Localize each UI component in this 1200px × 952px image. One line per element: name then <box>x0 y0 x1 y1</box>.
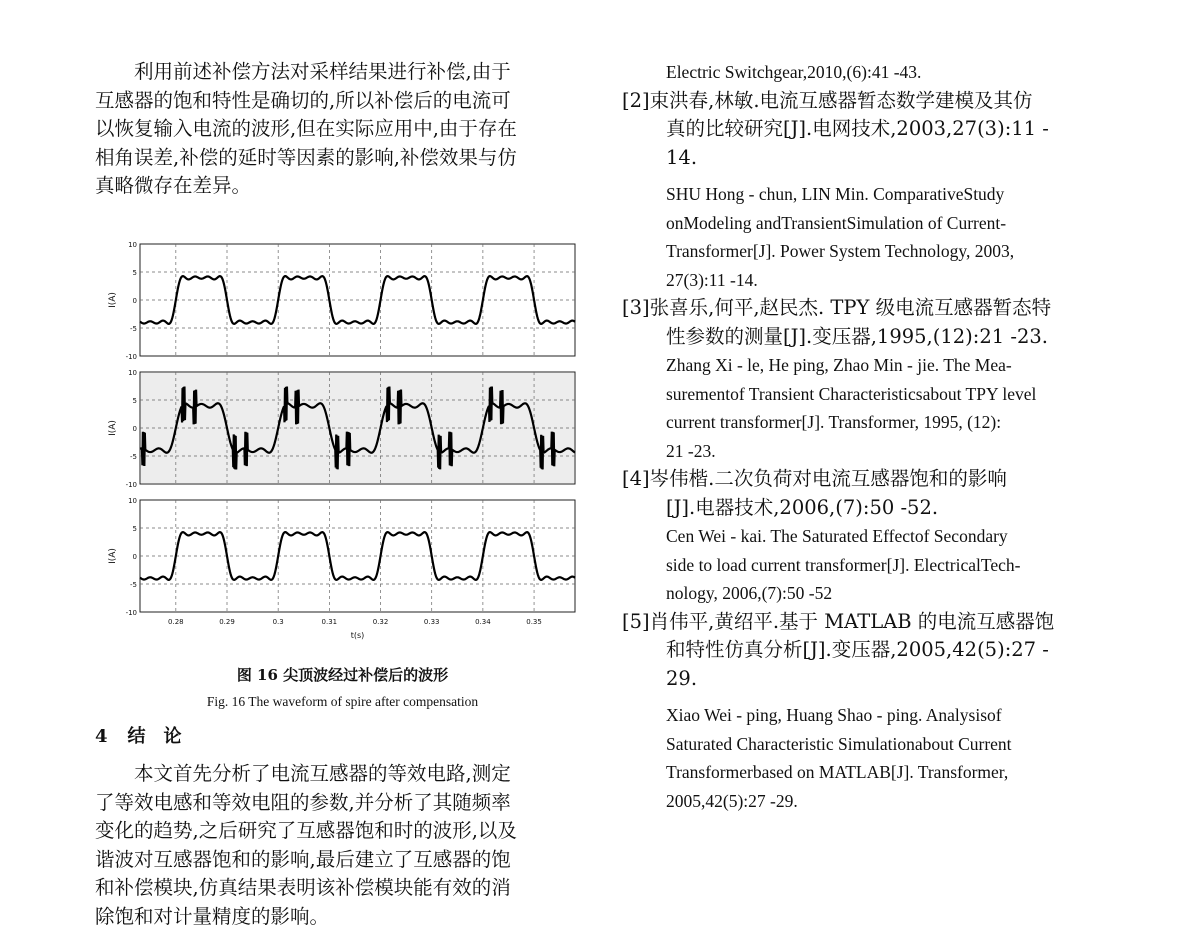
reference-line: side to load current transformer[J]. ElectricalTech- <box>666 554 1021 575</box>
text-line: 谐波对互感器饱和的影响,最后建立了互感器的饱 <box>95 847 511 871</box>
y-tick-label: -5 <box>130 325 137 333</box>
y-tick-label: -5 <box>130 581 137 589</box>
reference-line: 29. <box>666 666 698 690</box>
figure-caption-en: Fig. 16 The waveform of spire after compensation <box>206 694 479 709</box>
text-line: 以恢复输入电流的波形,但在实际应用中,由于存在 <box>95 117 517 140</box>
reference-line: 2005,42(5):27 -29. <box>666 790 798 811</box>
reference-line: Cen Wei - kai. The Saturated Effectof Secondary <box>666 526 1008 546</box>
reference-line: current transformer[J]. Transformer, 1995, (12): <box>666 412 1002 432</box>
text-line: 本文首先分析了电流互感器的等效电路,测定 <box>134 762 511 785</box>
x-tick-label: 0.29 <box>219 618 235 626</box>
x-tick-label: 0.28 <box>168 618 184 626</box>
text-line: 利用前述补偿方法对采样结果进行补偿,由于 <box>134 60 511 83</box>
reference-line: onModeling andTransientSimulation of Current- <box>666 212 1007 233</box>
reference-line: Saturated Characteristic Simulationabout Current <box>666 733 1012 754</box>
y-tick-label: 10 <box>128 369 137 377</box>
y-tick-label: 5 <box>132 525 137 533</box>
figure-16 <box>95 232 590 646</box>
reference-line: Xiao Wei - ping, Huang Shao - ping. Analysisof <box>666 705 1002 725</box>
x-tick-label: 0.3 <box>272 618 284 626</box>
y-tick-label: -10 <box>125 481 137 489</box>
y-axis-label: I(A) <box>108 548 118 564</box>
text-line: 了等效电感和等效电阻的参数,并分析了其随频率 <box>95 790 511 814</box>
reference-line: Transformer[J]. Power System Technology, 2003, <box>666 241 1015 261</box>
reference-line: 14. <box>666 145 698 169</box>
text-line: 相角误差,补偿的延时等因素的影响,补偿效果与仿 <box>95 145 517 169</box>
reference-5: [5]肖伟平,黄绍平.基于 MATLAB 的电流互感器饱 <box>622 609 1055 633</box>
reference-3: [3]张喜乐,何平,赵民杰. TPY 级电流互感器暂态特 <box>622 296 1052 319</box>
section-heading <box>95 722 182 748</box>
y-tick-label: 5 <box>132 397 137 405</box>
text-line: 和补偿模块,仿真结果表明该补偿模块能有效的消 <box>95 876 511 899</box>
text-line: 互感器的饱和特性是确切的,所以补偿后的电流可 <box>95 88 511 112</box>
paragraph-intro <box>95 58 590 201</box>
x-tick-label: 0.33 <box>423 618 440 626</box>
x-axis-label: t(s) <box>350 631 365 640</box>
figure-caption-cn: 图 16 尖顶波经过补偿后的波形 <box>236 666 449 684</box>
reference-line: Transformerbased on MATLAB[J]. Transformer, <box>666 762 1009 782</box>
x-tick-label: 0.31 <box>321 618 338 626</box>
reference-line: 21 -23. <box>666 440 716 461</box>
x-tick-label: 0.35 <box>526 618 542 626</box>
reference-line: nology, 2006,(7):50 -52 <box>666 583 833 603</box>
reference-line: 27(3):11 -14. <box>666 269 758 290</box>
section-number: 4 <box>95 726 108 747</box>
reference-line: surementof Transient Characteristicsabout TPY level <box>666 383 1037 404</box>
waveform-figure <box>95 232 590 642</box>
paragraph-conclusion <box>95 760 590 931</box>
text-line: 真略微存在差异。 <box>95 174 252 197</box>
reference-2: [2]束洪春,林敏.电流互感器暂态数学建模及其仿 <box>622 88 1033 112</box>
reference-4: [4]岑伟楷.二次负荷对电流互感器饱和的影响 <box>622 467 1007 490</box>
reference-line: Zhang Xi - le, He ping, Zhao Min - jie. The Mea- <box>666 355 1012 375</box>
reference-line: 真的比较研究[J].电网技术,2003,27(3):11 - <box>666 117 1049 140</box>
x-tick-label: 0.32 <box>372 618 389 626</box>
y-tick-label: 0 <box>132 297 137 305</box>
reference-line: 和特性仿真分析[J].变压器,2005,42(5):27 - <box>666 638 1049 661</box>
y-tick-label: 0 <box>132 425 137 433</box>
x-tick-label: 0.34 <box>475 618 491 626</box>
y-tick-label: -10 <box>125 353 137 361</box>
y-tick-label: -10 <box>125 609 137 617</box>
reference-line: Electric Switchgear,2010,(6):41 -43. <box>666 62 922 82</box>
reference-list <box>622 58 1122 815</box>
text-line: 变化的趋势,之后研究了互感器饱和时的波形,以及 <box>95 819 517 842</box>
section-title-char: 结 <box>127 726 146 747</box>
y-tick-label: 10 <box>128 241 137 249</box>
section-title-char: 论 <box>163 726 182 747</box>
y-tick-label: 0 <box>132 553 137 561</box>
y-tick-label: 10 <box>128 497 137 505</box>
text-line: 除饱和对计量精度的影响。 <box>95 904 330 928</box>
reference-line: 性参数的测量[J].变压器,1995,(12):21 -23. <box>666 324 1048 348</box>
reference-line: SHU Hong - chun, LIN Min. ComparativeStudy <box>666 184 1005 204</box>
reference-line: [J].电器技术,2006,(7):50 -52. <box>666 495 939 519</box>
y-tick-label: 5 <box>132 269 137 277</box>
y-axis-label: I(A) <box>108 292 118 308</box>
y-axis-label: I(A) <box>108 420 118 436</box>
y-tick-label: -5 <box>130 453 137 461</box>
